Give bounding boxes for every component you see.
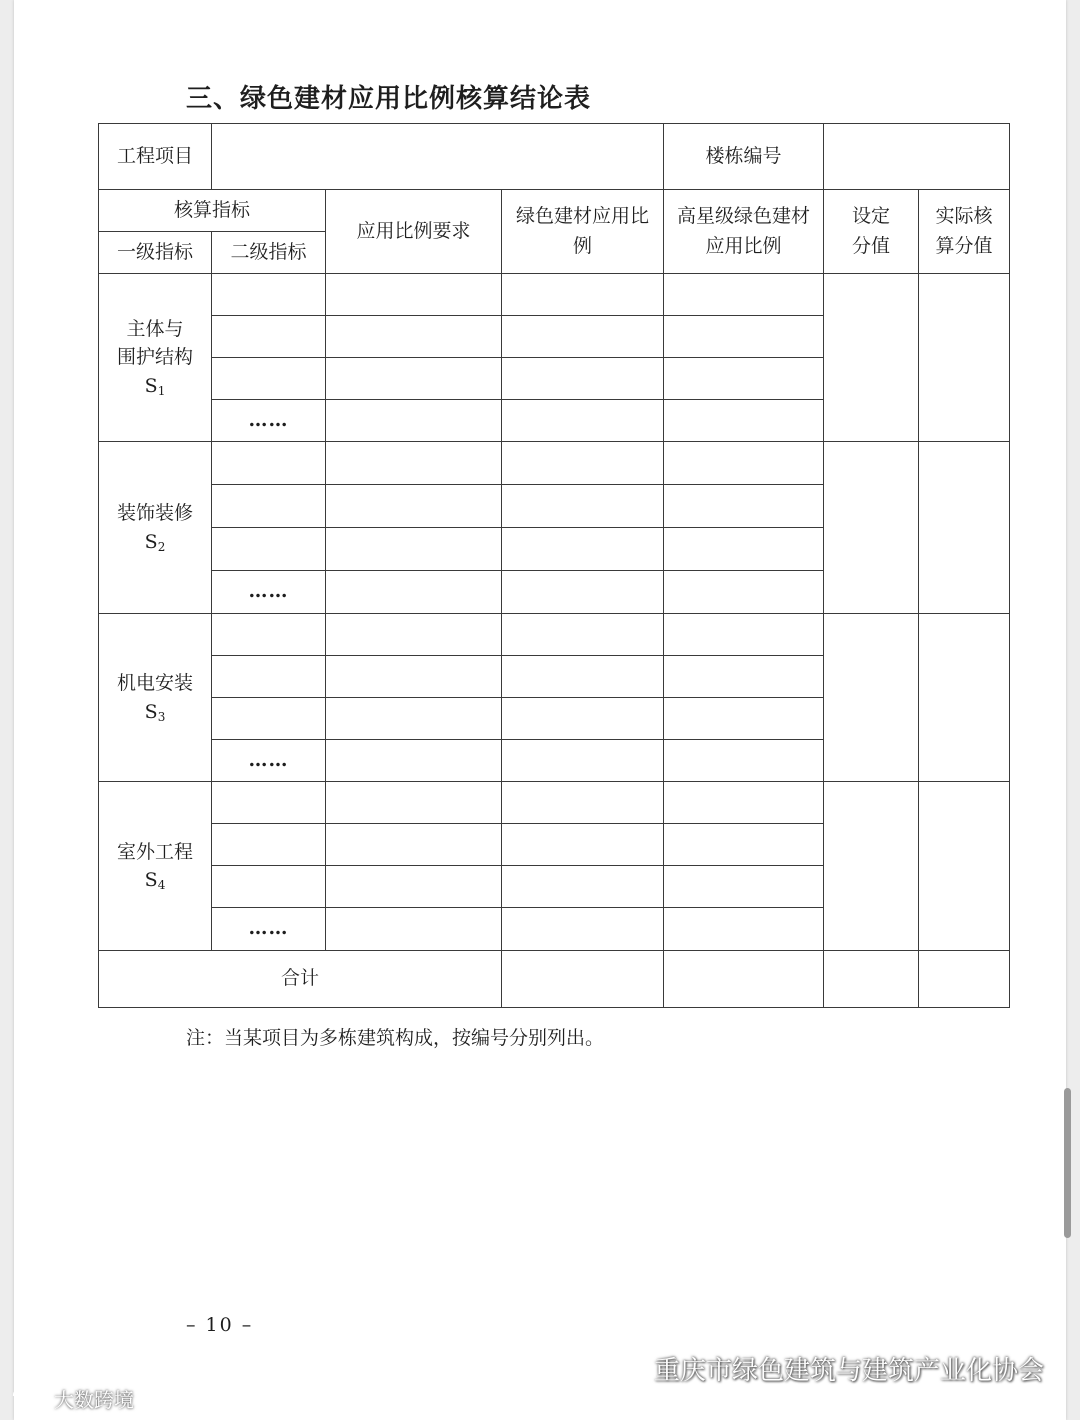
- watermark-source: [8, 1384, 134, 1413]
- building-label: 楼栋编号: [664, 124, 824, 190]
- category-code: $S_3$: [144, 700, 166, 724]
- set-score-cell: [824, 274, 919, 442]
- total-label: 合计: [99, 951, 502, 1008]
- table-row: [99, 274, 1010, 316]
- scrollbar-thumb[interactable]: [1064, 1088, 1071, 1238]
- category-cell: [99, 442, 212, 614]
- building-value-cell: [824, 124, 1010, 190]
- set-score-cell: [824, 782, 919, 951]
- watermark-text: 大数跨境: [54, 1388, 134, 1412]
- table-row: [99, 442, 1010, 485]
- category-cell: [99, 274, 212, 442]
- indicator-group-header: 核算指标: [99, 190, 326, 232]
- category-cell: [99, 782, 212, 951]
- project-label: 工程项目: [99, 124, 212, 190]
- category-name: 机电安装: [116, 672, 193, 694]
- watermark-association: [612, 1350, 1044, 1387]
- calculation-table: [98, 123, 1010, 1008]
- ellipsis-cell: ……: [212, 571, 326, 614]
- document-page: [14, 0, 1066, 1420]
- category-code: $S_2$: [144, 530, 166, 554]
- page-title: 三、绿色建材应用比例核算结论表: [186, 84, 592, 114]
- category-code: $S_1$: [144, 374, 166, 398]
- actual-score-cell: [919, 442, 1010, 614]
- category-name: 装饰装修: [116, 502, 193, 524]
- level2-header: 二级指标: [212, 232, 326, 274]
- set-score-cell: [824, 442, 919, 614]
- ellipsis-cell: ……: [212, 400, 326, 442]
- category-name: 主体与: [126, 317, 184, 340]
- ellipsis-cell: ……: [212, 740, 326, 782]
- page-number: – 10 –: [186, 1314, 254, 1336]
- category-name: 围护结构: [116, 346, 193, 369]
- wechat-icon: [612, 1351, 646, 1386]
- project-value-cell: [212, 124, 664, 190]
- total-row: [99, 951, 1010, 1008]
- set-score-cell: [824, 614, 919, 782]
- category-code: $S_4$: [144, 869, 166, 892]
- ellipsis-cell: ……: [212, 908, 326, 951]
- watermark-text: 重庆市绿色建筑与建筑产业化协会: [653, 1356, 1044, 1386]
- table-row: [99, 614, 1010, 656]
- category-cell: [99, 614, 212, 782]
- weibo-icon: [8, 1385, 48, 1412]
- actual-score-cell: [919, 782, 1010, 951]
- header-row-1: [99, 190, 1010, 232]
- actual-score-header: 实际核算分值: [919, 190, 1010, 274]
- actual-score-cell: [919, 274, 1010, 442]
- requirement-header: 应用比例要求: [326, 190, 502, 274]
- project-row: [99, 124, 1010, 190]
- table-row: [99, 782, 1010, 824]
- set-score-header: 设定分值: [824, 190, 919, 274]
- actual-score-cell: [919, 614, 1010, 782]
- high-star-ratio-header: 高星级绿色建材应用比例: [664, 190, 824, 274]
- category-name: 室外工程: [116, 840, 193, 863]
- green-ratio-header: 绿色建材应用比例: [502, 190, 664, 274]
- level1-header: 一级指标: [99, 232, 212, 274]
- table-note: 注：当某项目为多栋建筑构成，按编号分别列出。: [186, 1027, 605, 1049]
